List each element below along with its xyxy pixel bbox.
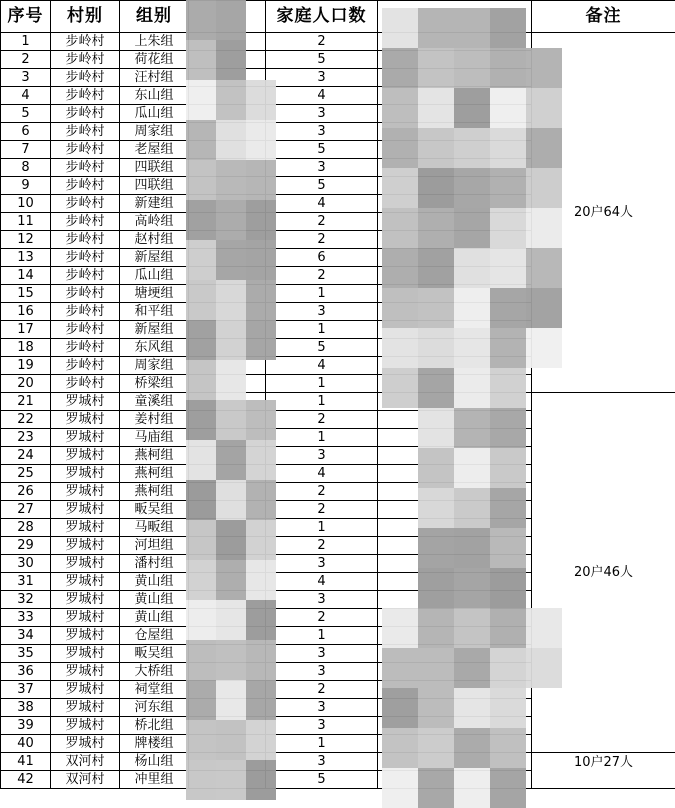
village-cell: 步岭村 [51, 105, 120, 123]
masked-cell [189, 105, 266, 123]
serial-no-cell: 11 [1, 213, 51, 231]
village-cell: 罗城村 [51, 717, 120, 735]
household-size-cell: 3 [266, 699, 378, 717]
masked-cell [189, 321, 266, 339]
group-cell: 新屋组 [120, 249, 189, 267]
household-size-cell: 5 [266, 339, 378, 357]
masked-cell [378, 717, 532, 735]
group-cell: 畈吴组 [120, 501, 189, 519]
serial-no-cell: 15 [1, 285, 51, 303]
village-cell: 罗城村 [51, 573, 120, 591]
masked-cell [189, 51, 266, 69]
masked-cell [189, 501, 266, 519]
village-cell: 罗城村 [51, 465, 120, 483]
household-size-cell: 3 [266, 753, 378, 771]
masked-cell [378, 159, 532, 177]
group-cell: 汪村组 [120, 69, 189, 87]
serial-no-cell: 9 [1, 177, 51, 195]
group-cell: 桥梁组 [120, 375, 189, 393]
group-cell: 仓屋组 [120, 627, 189, 645]
household-size-cell: 3 [266, 591, 378, 609]
village-cell: 罗城村 [51, 609, 120, 627]
serial-no-cell: 35 [1, 645, 51, 663]
household-size-cell: 5 [266, 177, 378, 195]
serial-no-cell: 7 [1, 141, 51, 159]
masked-cell [189, 123, 266, 141]
household-size-cell: 6 [266, 249, 378, 267]
serial-no-cell: 31 [1, 573, 51, 591]
group-cell: 四联组 [120, 159, 189, 177]
serial-no-cell: 1 [1, 33, 51, 51]
serial-no-cell: 30 [1, 555, 51, 573]
household-size-cell: 4 [266, 195, 378, 213]
serial-no-cell: 24 [1, 447, 51, 465]
village-cell: 罗城村 [51, 393, 120, 411]
masked-cell [378, 753, 532, 771]
serial-no-cell: 5 [1, 105, 51, 123]
village-cell: 罗城村 [51, 591, 120, 609]
household-size-cell: 1 [266, 375, 378, 393]
table-row [1, 753, 675, 771]
village-cell: 罗城村 [51, 411, 120, 429]
masked-cell [189, 717, 266, 735]
masked-cell [189, 177, 266, 195]
group-cell: 燕柯组 [120, 447, 189, 465]
serial-no-cell: 23 [1, 429, 51, 447]
masked-cell [189, 303, 266, 321]
group-cell: 冲里组 [120, 771, 189, 789]
masked-cell [189, 393, 266, 411]
household-size-cell: 4 [266, 87, 378, 105]
masked-cell [189, 33, 266, 51]
village-cell: 步岭村 [51, 33, 120, 51]
household-size-cell: 2 [266, 213, 378, 231]
household-size-cell: 3 [266, 105, 378, 123]
village-cell: 罗城村 [51, 447, 120, 465]
group-cell: 姜村组 [120, 411, 189, 429]
remarks-cell: 10户27人 [532, 753, 675, 789]
village-cell: 步岭村 [51, 69, 120, 87]
serial-no-cell: 6 [1, 123, 51, 141]
group-cell: 大桥组 [120, 663, 189, 681]
masked-cell [378, 213, 532, 231]
masked-cell [378, 285, 532, 303]
village-cell: 步岭村 [51, 177, 120, 195]
village-cell: 步岭村 [51, 303, 120, 321]
village-cell: 步岭村 [51, 123, 120, 141]
village-cell: 步岭村 [51, 87, 120, 105]
table-body [1, 33, 675, 789]
masked-cell [189, 771, 266, 789]
group-cell: 燕柯组 [120, 483, 189, 501]
masked-cell [189, 249, 266, 267]
masked-cell [189, 699, 266, 717]
header-row [1, 1, 675, 33]
group-cell: 上朱组 [120, 33, 189, 51]
group-cell: 新屋组 [120, 321, 189, 339]
group-cell: 瓜山组 [120, 105, 189, 123]
table-row [1, 33, 675, 51]
masked-cell [189, 375, 266, 393]
header-group: 组别 [120, 1, 189, 33]
village-cell: 罗城村 [51, 519, 120, 537]
masked-cell [378, 609, 532, 627]
masked-cell [189, 231, 266, 249]
header-remarks: 备注 [532, 1, 675, 33]
group-cell: 瓜山组 [120, 267, 189, 285]
group-cell: 马畈组 [120, 519, 189, 537]
masked-cell [378, 393, 532, 411]
masked-cell [189, 753, 266, 771]
group-cell: 周家组 [120, 123, 189, 141]
masked-cell [378, 375, 532, 393]
table-row [1, 393, 675, 411]
masked-cell [378, 303, 532, 321]
household-size-cell: 5 [266, 771, 378, 789]
masked-cell [189, 159, 266, 177]
village-cell: 步岭村 [51, 159, 120, 177]
masked-cell [378, 429, 532, 447]
household-size-cell: 4 [266, 465, 378, 483]
masked-cell [378, 141, 532, 159]
remarks-cell: 20户46人 [532, 393, 675, 753]
household-size-cell: 2 [266, 537, 378, 555]
village-cell: 罗城村 [51, 735, 120, 753]
masked-cell [189, 141, 266, 159]
masked-cell [378, 735, 532, 753]
masked-cell [189, 645, 266, 663]
group-cell: 高岭组 [120, 213, 189, 231]
header-serial-no: 序号 [1, 1, 51, 33]
masked-cell [378, 357, 532, 375]
masked-cell [189, 195, 266, 213]
masked-cell [189, 573, 266, 591]
household-size-cell: 1 [266, 627, 378, 645]
serial-no-cell: 21 [1, 393, 51, 411]
group-cell: 潘村组 [120, 555, 189, 573]
group-cell: 杨山组 [120, 753, 189, 771]
group-cell: 马庙组 [120, 429, 189, 447]
masked-cell [189, 357, 266, 375]
masked-cell [378, 123, 532, 141]
village-cell: 步岭村 [51, 357, 120, 375]
group-cell: 祠堂组 [120, 681, 189, 699]
household-size-cell: 2 [266, 483, 378, 501]
village-cell: 步岭村 [51, 141, 120, 159]
masked-cell [189, 519, 266, 537]
serial-no-cell: 20 [1, 375, 51, 393]
household-size-cell: 3 [266, 447, 378, 465]
serial-no-cell: 4 [1, 87, 51, 105]
household-size-cell: 3 [266, 123, 378, 141]
household-size-cell: 3 [266, 717, 378, 735]
group-cell: 赵村组 [120, 231, 189, 249]
masked-cell [378, 591, 532, 609]
household-size-cell: 2 [266, 681, 378, 699]
masked-cell [189, 537, 266, 555]
serial-no-cell: 38 [1, 699, 51, 717]
masked-cell [378, 69, 532, 87]
masked-cell [378, 771, 532, 789]
household-size-cell: 5 [266, 51, 378, 69]
masked-cell [378, 573, 532, 591]
group-cell: 黄山组 [120, 609, 189, 627]
masked-cell [189, 285, 266, 303]
header-masked-column-2 [378, 1, 532, 33]
masked-cell [378, 33, 532, 51]
remarks-cell: 20户64人 [532, 33, 675, 393]
village-cell: 罗城村 [51, 555, 120, 573]
serial-no-cell: 3 [1, 69, 51, 87]
serial-no-cell: 16 [1, 303, 51, 321]
masked-cell [189, 735, 266, 753]
village-cell: 罗城村 [51, 429, 120, 447]
village-cell: 步岭村 [51, 375, 120, 393]
serial-no-cell: 33 [1, 609, 51, 627]
group-cell: 东山组 [120, 87, 189, 105]
household-size-cell: 3 [266, 303, 378, 321]
masked-cell [378, 411, 532, 429]
serial-no-cell: 17 [1, 321, 51, 339]
masked-cell [378, 105, 532, 123]
serial-no-cell: 14 [1, 267, 51, 285]
masked-cell [378, 321, 532, 339]
masked-cell [378, 501, 532, 519]
masked-cell [189, 339, 266, 357]
village-cell: 双河村 [51, 753, 120, 771]
masked-cell [378, 177, 532, 195]
serial-no-cell: 27 [1, 501, 51, 519]
serial-no-cell: 10 [1, 195, 51, 213]
household-size-cell: 3 [266, 69, 378, 87]
household-size-cell: 1 [266, 735, 378, 753]
household-size-cell: 1 [266, 393, 378, 411]
village-cell: 罗城村 [51, 645, 120, 663]
masked-cell [378, 51, 532, 69]
serial-no-cell: 39 [1, 717, 51, 735]
village-cell: 步岭村 [51, 51, 120, 69]
masked-cell [189, 69, 266, 87]
masked-cell [378, 465, 532, 483]
group-cell: 新建组 [120, 195, 189, 213]
serial-no-cell: 32 [1, 591, 51, 609]
masked-cell [189, 213, 266, 231]
masked-cell [189, 663, 266, 681]
household-size-cell: 4 [266, 357, 378, 375]
household-size-cell: 2 [266, 231, 378, 249]
masked-cell [189, 465, 266, 483]
serial-no-cell: 41 [1, 753, 51, 771]
group-cell: 东风组 [120, 339, 189, 357]
household-size-cell: 1 [266, 519, 378, 537]
masked-cell [378, 267, 532, 285]
masked-cell [189, 609, 266, 627]
serial-no-cell: 8 [1, 159, 51, 177]
village-cell: 双河村 [51, 771, 120, 789]
group-cell: 童溪组 [120, 393, 189, 411]
group-cell: 河东组 [120, 699, 189, 717]
header-masked-column [189, 1, 266, 33]
serial-no-cell: 42 [1, 771, 51, 789]
group-cell: 畈吴组 [120, 645, 189, 663]
masked-cell [378, 249, 532, 267]
masked-cell [378, 681, 532, 699]
header-household-size: 家庭人口数 [266, 1, 378, 33]
masked-cell [378, 699, 532, 717]
village-cell: 罗城村 [51, 627, 120, 645]
masked-cell [378, 339, 532, 357]
household-size-cell: 2 [266, 501, 378, 519]
village-cell: 罗城村 [51, 537, 120, 555]
masked-cell [189, 627, 266, 645]
masked-cell [378, 663, 532, 681]
masked-cell [378, 555, 532, 573]
masked-cell [378, 537, 532, 555]
serial-no-cell: 28 [1, 519, 51, 537]
masked-cell [378, 627, 532, 645]
masked-cell [189, 429, 266, 447]
header-village: 村别 [51, 1, 120, 33]
serial-no-cell: 36 [1, 663, 51, 681]
serial-no-cell: 37 [1, 681, 51, 699]
household-size-cell: 3 [266, 645, 378, 663]
village-cell: 罗城村 [51, 663, 120, 681]
serial-no-cell: 2 [1, 51, 51, 69]
masked-cell [189, 555, 266, 573]
village-cell: 罗城村 [51, 681, 120, 699]
masked-cell [378, 195, 532, 213]
village-cell: 步岭村 [51, 231, 120, 249]
group-cell: 四联组 [120, 177, 189, 195]
serial-no-cell: 19 [1, 357, 51, 375]
group-cell: 燕柯组 [120, 465, 189, 483]
village-cell: 罗城村 [51, 699, 120, 717]
masked-cell [378, 519, 532, 537]
serial-no-cell: 26 [1, 483, 51, 501]
serial-no-cell: 40 [1, 735, 51, 753]
group-cell: 牌楼组 [120, 735, 189, 753]
masked-cell [378, 447, 532, 465]
serial-no-cell: 22 [1, 411, 51, 429]
group-cell: 黄山组 [120, 573, 189, 591]
village-cell: 步岭村 [51, 285, 120, 303]
masked-cell [189, 483, 266, 501]
serial-no-cell: 12 [1, 231, 51, 249]
group-cell: 和平组 [120, 303, 189, 321]
masked-cell [378, 87, 532, 105]
village-cell: 步岭村 [51, 339, 120, 357]
village-cell: 步岭村 [51, 195, 120, 213]
serial-no-cell: 13 [1, 249, 51, 267]
household-size-cell: 2 [266, 609, 378, 627]
group-cell: 周家组 [120, 357, 189, 375]
serial-no-cell: 18 [1, 339, 51, 357]
village-cell: 步岭村 [51, 321, 120, 339]
village-cell: 罗城村 [51, 483, 120, 501]
masked-cell [378, 231, 532, 249]
household-size-cell: 3 [266, 159, 378, 177]
group-cell: 塘埂组 [120, 285, 189, 303]
household-size-cell: 2 [266, 411, 378, 429]
household-size-cell: 2 [266, 267, 378, 285]
group-cell: 老屋组 [120, 141, 189, 159]
serial-no-cell: 29 [1, 537, 51, 555]
household-size-cell: 5 [266, 141, 378, 159]
household-size-cell: 1 [266, 321, 378, 339]
village-cell: 步岭村 [51, 267, 120, 285]
group-cell: 荷花组 [120, 51, 189, 69]
group-cell: 河坦组 [120, 537, 189, 555]
household-size-cell: 3 [266, 555, 378, 573]
village-cell: 步岭村 [51, 249, 120, 267]
household-size-cell: 2 [266, 33, 378, 51]
masked-cell [189, 87, 266, 105]
masked-cell [189, 591, 266, 609]
masked-cell [378, 483, 532, 501]
household-size-cell: 1 [266, 429, 378, 447]
serial-no-cell: 25 [1, 465, 51, 483]
serial-no-cell: 34 [1, 627, 51, 645]
masked-cell [189, 267, 266, 285]
village-cell: 罗城村 [51, 501, 120, 519]
masked-cell [189, 447, 266, 465]
group-cell: 黄山组 [120, 591, 189, 609]
household-size-cell: 3 [266, 663, 378, 681]
household-size-cell: 1 [266, 285, 378, 303]
village-cell: 步岭村 [51, 213, 120, 231]
household-size-cell: 4 [266, 573, 378, 591]
masked-cell [378, 645, 532, 663]
group-cell: 桥北组 [120, 717, 189, 735]
masked-cell [189, 411, 266, 429]
masked-cell [189, 681, 266, 699]
